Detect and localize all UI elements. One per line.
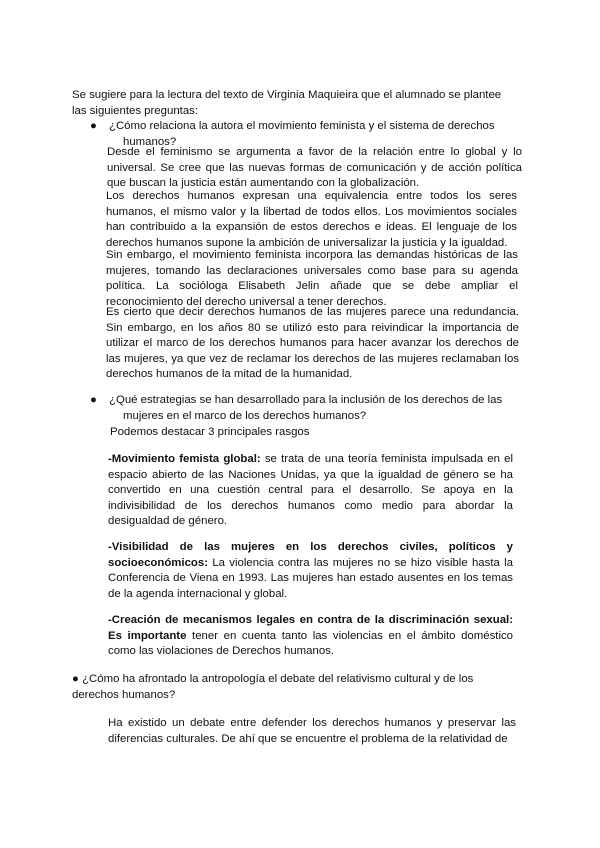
strategy-2-text: La violencia contra las mujeres no se hizo visible hasta la Conferencia de Viena en 1993. Las mujeres han estado ausentes en los temas de la agenda internacional y global. bbox=[108, 556, 513, 600]
answer-1-paragraph-2: Los derechos humanos expresan una equivalencia entre todos los seres humanos, el mismo valor y la libertad de todos ellos. Los movimientos sociales han contribuido a la expansión de estos derechos e ideas. El lenguaje de los derechos humanos supone la ambición de universalizar la justicia y la igualdad. bbox=[106, 190, 517, 249]
bullet-icon: ● bbox=[90, 120, 97, 132]
answer-1-paragraph-1: Desde el feminismo se argumenta a favor de la relación entre lo global y lo universal. Se cree que las nuevas formas de comunicación y de acción política que buscan la justicia están aumentando con la globalización. bbox=[107, 146, 522, 190]
answer-1-paragraph-4: Es cierto que decir derechos humanos de las mujeres parece una redundancia. Sin embargo, en los años 80 se utilizó esto para reivindicar la importancia de utilizar el marco de los derechos humanos para hacer avanzar los derechos de las mujeres, ya que vez de reclamar los derechos de las mujeres reclamaban los derechos humanos de la mitad de la humanidad. bbox=[106, 306, 519, 381]
answer-1-paragraph-3: Sin embargo, el movimiento feminista incorpora las demandas históricas de las mujeres, tomando las declaraciones universales como base para su agenda política. La socióloga Elisabeth Jelin añade que se debe ampliar el reconocimiento del derecho universal a tener derechos. bbox=[106, 249, 518, 308]
question-2-subtitle: Podemos destacar 3 principales rasgos bbox=[110, 426, 310, 438]
strategy-2-title: -Visibilidad de las mujeres en los derechos civiles, políticos y socioeconómicos: bbox=[108, 541, 513, 569]
strategy-1 bbox=[108, 452, 513, 530]
question-1-line-2: humanos? bbox=[123, 135, 177, 148]
question-2-line-1: ¿Qué estrategias se han desarrollado para la inclusión de los derechos de las bbox=[109, 394, 503, 406]
strategy-1-title: -Movimiento femista global: bbox=[108, 453, 261, 465]
question-3-text: ¿Cómo ha afrontado la antropología el debate del relativismo cultural y de los derechos humanos? bbox=[72, 673, 474, 701]
answer-3-paragraph: Ha existido un debate entre defender los derechos humanos y preservar las diferencias culturales. De ahí que se encuentre el problema de la relatividad de bbox=[108, 717, 516, 745]
bullet-icon: ● bbox=[90, 394, 97, 406]
strategy-1-text: se trata de una teoría feminista impulsada en el espacio abierto de las Naciones Unidas, ya que la igualdad de género se ha convertido en una cuestión central para el desarrollo. Se apoya en la indivisibilidad de los derechos humanos como medio para abordar la desigualdad de género. bbox=[108, 453, 513, 528]
question-1-line-1: ¿Cómo relaciona la autora el movimiento feminista y el sistema de derechos bbox=[109, 120, 495, 132]
intro-paragraph: Se sugiere para la lectura del texto de Virginia Maquieira que el alumnado se plantee las siguientes preguntas: bbox=[72, 89, 502, 117]
strategy-3-text: tener en cuenta tanto las violencias en el ámbito doméstico como las violaciones de Derechos humanos. bbox=[108, 629, 514, 658]
strategy-3-title: -Creación de mecanismos legales en contra de la discriminación sexual: Es importante bbox=[108, 614, 513, 642]
strategy-2 bbox=[108, 540, 513, 602]
question-2 bbox=[90, 393, 510, 424]
bullet-icon: ● bbox=[72, 673, 79, 685]
question-2-line-2: mujeres en el marco de los derechos humanos? bbox=[123, 409, 367, 422]
strategy-3 bbox=[108, 613, 513, 660]
question-3 bbox=[72, 672, 512, 703]
